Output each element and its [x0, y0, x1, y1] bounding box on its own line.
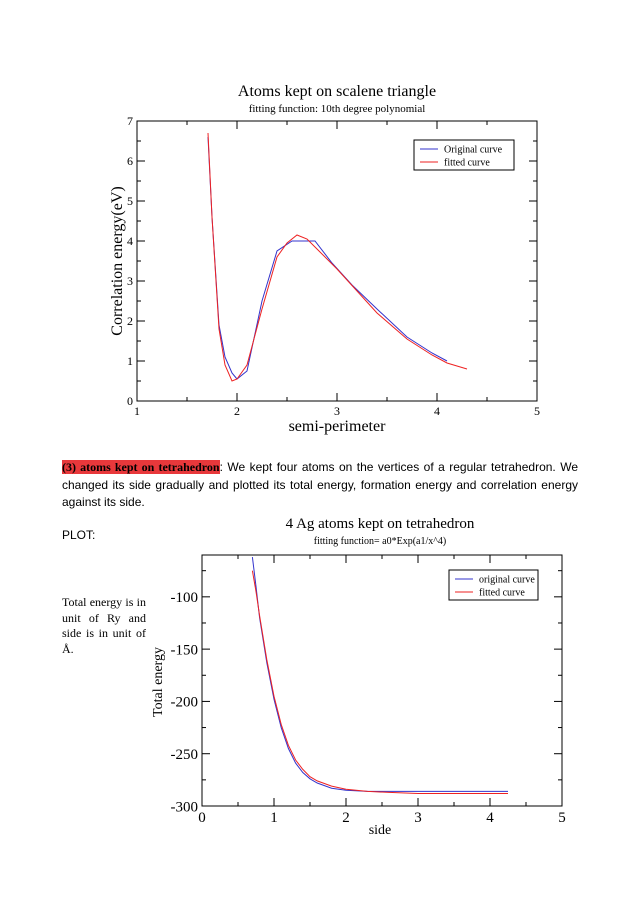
- series-line: [252, 571, 508, 794]
- y-tick-label: -150: [170, 642, 198, 659]
- x-tick-label: 0: [198, 810, 206, 826]
- y-tick-label: 7: [127, 114, 133, 129]
- x-tick-label: 2: [342, 810, 350, 826]
- y-tick-label: 6: [127, 154, 133, 169]
- x-tick-label: 3: [414, 810, 422, 826]
- y-tick-label: 5: [127, 194, 133, 209]
- y-tick-label: -300: [170, 799, 198, 816]
- x-tick-label: 1: [134, 404, 140, 418]
- legend-label: fitted curve: [444, 157, 490, 169]
- y-tick-label: -100: [170, 590, 198, 607]
- plot-label: PLOT:: [62, 528, 96, 542]
- y-tick-label: -250: [170, 746, 198, 763]
- y-tick-label: 0: [127, 394, 133, 409]
- units-note: Total energy is in unit of Ry and side is in unit of Å.: [62, 595, 146, 656]
- x-tick-label: 3: [334, 404, 340, 418]
- y-tick-label: 3: [127, 274, 133, 289]
- x-axis-label: side: [368, 823, 392, 838]
- y-tick-label: -200: [170, 694, 198, 711]
- y-tick-label: 4: [127, 234, 133, 249]
- chart-title: 4 Ag atoms kept on tetrahedron: [285, 516, 475, 532]
- section-body: : We kept four atoms on the vertices of a regular tetrahedron. We changed its side gradually and plotted its total energy, formation energy and correlation energy against its side.: [62, 460, 578, 509]
- y-tick-label: 1: [127, 354, 133, 369]
- x-tick-label: 4: [434, 404, 440, 418]
- legend-label: original curve: [479, 574, 535, 586]
- chart-subtitle: fitting function: 10th degree polynomial: [248, 103, 426, 115]
- x-tick-label: 1: [270, 810, 278, 826]
- y-tick-label: 2: [127, 314, 133, 329]
- y-axis-label: Total energy: [151, 647, 166, 717]
- x-tick-label: 2: [234, 404, 240, 418]
- legend-label: Original curve: [444, 144, 503, 156]
- x-tick-label: 4: [486, 810, 494, 826]
- chart-subtitle: fitting function= a0*Exp(a1/x^4): [313, 536, 447, 547]
- section-heading: (3) atoms kept on tetrahedron: [62, 460, 220, 474]
- x-tick-label: 5: [534, 404, 540, 418]
- y-axis-label: Correlation energy(eV): [109, 186, 126, 336]
- legend-label: fitted curve: [479, 587, 525, 599]
- x-axis-label: semi-perimeter: [288, 418, 386, 435]
- chart-title: Atoms kept on scalene triangle: [237, 83, 437, 100]
- x-tick-label: 5: [558, 810, 566, 826]
